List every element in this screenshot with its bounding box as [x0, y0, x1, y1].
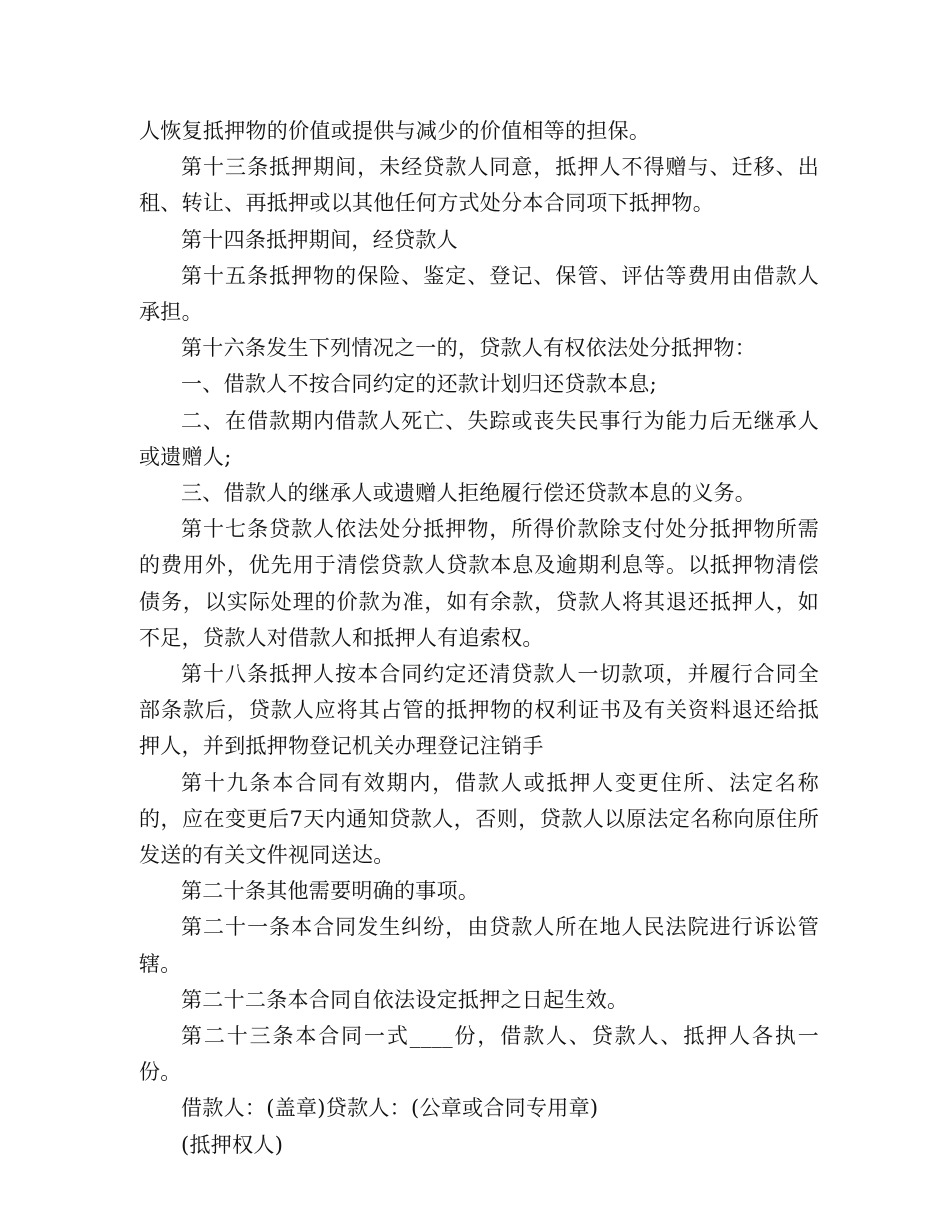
paragraph-article-17: 第十七条贷款人依法处分抵押物，所得价款除支付处分抵押物所需的费用外，优先用于清偿贷款人贷款本息及逾期利息等。以抵押物清偿债务，以实际处理的价款为准，如有余款，贷款人将其退还抵押人，如不足，贷款人对借款人和抵押人有追索权。: [139, 517, 819, 650]
paragraph-article-18: 第十八条抵押人按本合同约定还清贷款人一切款项，并履行合同全部条款后，贷款人应将其占管的抵押物的权利证书及有关资料退还给抵押人，并到抵押物登记机关办理登记注销手: [139, 662, 819, 759]
paragraph-item-2: 二、在借款期内借款人死亡、失踪或丧失民事行为能力后无继承人或遗赠人;: [139, 408, 819, 469]
paragraph-item-3: 三、借款人的继承人或遗赠人拒绝履行偿还贷款本息的义务。: [181, 481, 757, 506]
paragraph-article-13: 第十三条抵押期间，未经贷款人同意，抵押人不得赠与、迁移、出租、转让、再抵押或以其他任何方式处分本合同项下抵押物。: [139, 155, 819, 216]
signature-line: 借款人：(盖章)贷款人：(公章或合同专用章): [181, 1096, 599, 1121]
paragraph-continuation: 人恢复抵押物的价值或提供与减少的价值相等的担保。: [139, 119, 651, 143]
paragraph-article-20: 第二十条其他需要明确的事项。: [181, 879, 480, 904]
paragraph-article-23: 第二十三条本合同一式____份，借款人、贷款人、抵押人各执一份。: [139, 1024, 819, 1085]
signature-mortgagee: (抵押权人): [181, 1132, 284, 1157]
paragraph-article-19: 第十九条本合同有效期内，借款人或抵押人变更住所、法定名称的，应在变更后7天内通知贷款人，否则，贷款人以原法定名称向原住所发送的有关文件视同送达。: [139, 770, 819, 868]
document-body: [139, 113, 819, 1163]
paragraph-article-14: 第十四条抵押期间，经贷款人: [181, 227, 458, 252]
paragraph-article-16: 第十六条发生下列情况之一的，贷款人有权依法处分抵押物：: [181, 336, 757, 361]
paragraph-article-15: 第十五条抵押物的保险、鉴定、登记、保管、评估等费用由借款人承担。: [139, 263, 819, 325]
paragraph-item-1: 一、借款人不按合同约定的还款计划归还贷款本息;: [181, 372, 657, 397]
paragraph-article-22: 第二十二条本合同自依法设定抵押之日起生效。: [181, 987, 629, 1012]
paragraph-article-21: 第二十一条本合同发生纠纷，由贷款人所在地人民法院进行诉讼管辖。: [139, 915, 819, 976]
